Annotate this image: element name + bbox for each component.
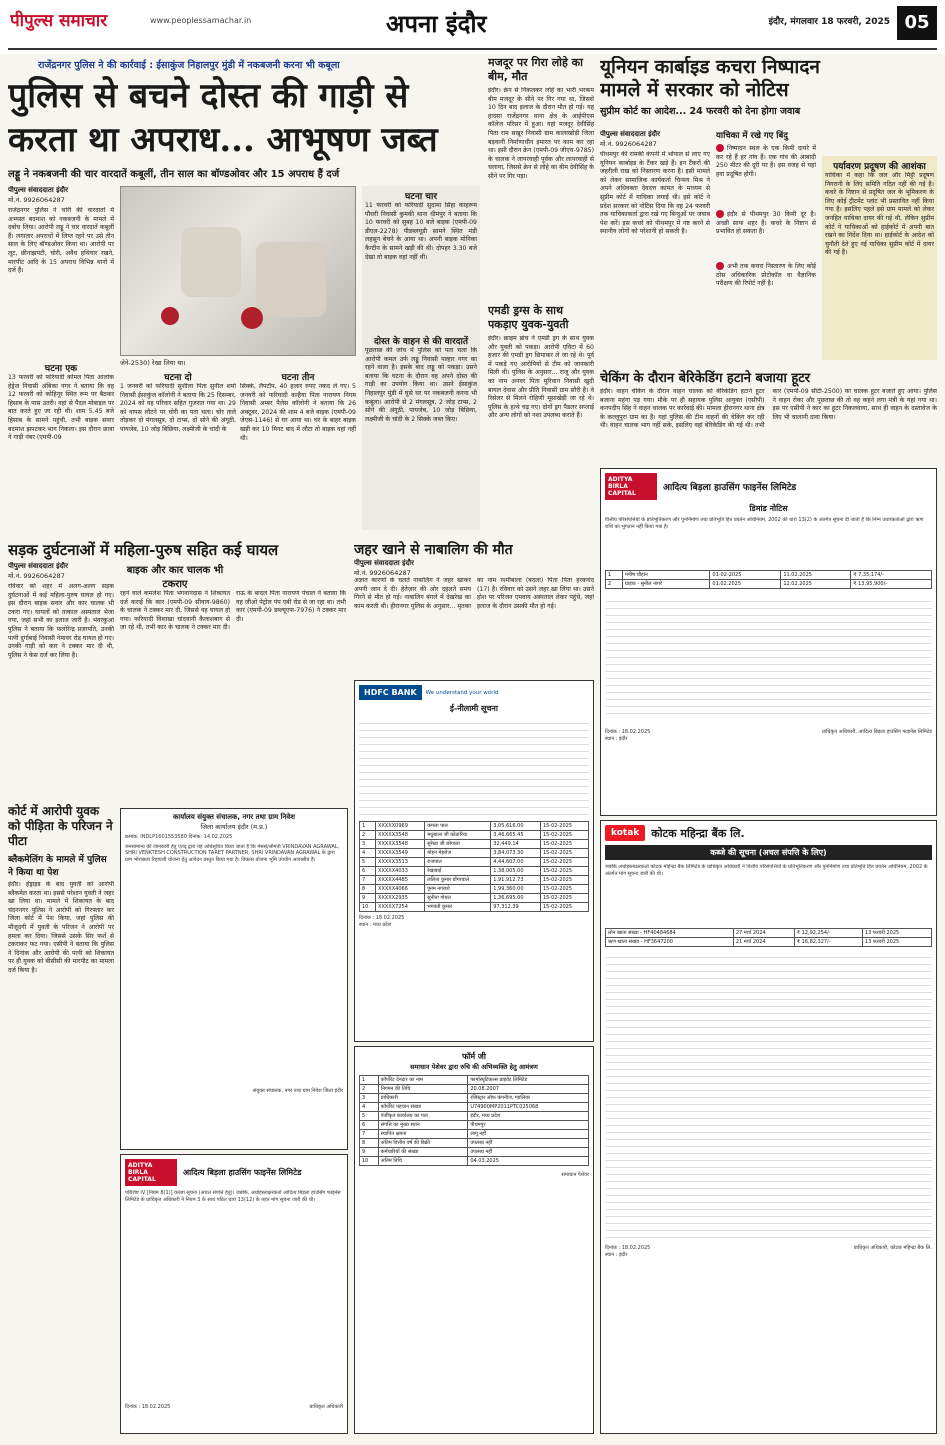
formg-table-cell: 2 [360, 1085, 379, 1094]
hdfc-table-cell: भगवती कुमार [425, 903, 491, 912]
hdfc-table-cell: रेखाबाई [425, 867, 491, 876]
kotak-body: जबकि अधोहस्ताक्षरकर्ता कोटक महिन्द्रा बैंक लिमिटेड के प्राधिकृत अधिकारी ने वित्तीय परिसंपत्तियों के प्रतिभूतिकरण और पुनर्निर्माण तथा प्रतिभूति हित प्रवर्तन अधिनियम, 2002 के अंतर्गत मांग सूचना जारी की थी। [605, 864, 928, 877]
hdfc-table-cell: 15-02-2025 [540, 849, 588, 858]
hdfc-table-cell: सुरेखा जी छोगाला [425, 840, 491, 849]
hdfc-table-cell: 15-02-2025 [540, 840, 588, 849]
formg-table-cell: निगमन की तिथि [378, 1085, 468, 1094]
formg-table-cell: कॉर्पोरेट पहचान संख्या [378, 1103, 468, 1112]
carbide-subhead: सुप्रीम कोर्ट का आदेश... 24 फरवरी को देना होगा जवाब [600, 106, 801, 117]
carbide-body: पीथमपुर की रामकी कंपनी में भोपाल से लाए गए यूनियन कार्बाइड के टैंकर खड़े हैं। इन टैंकरों की जहरीली राख को निस्तारण करना है। इसी मामले को लेकर सामाजिक कार्यकर्ता चिन्मय मिश्र ने अपने अधिवक्ता देवदत्त कामत के माध्यम से सुप्रीम कोर्ट में याचिका लगाई थी। इसे कोर्ट ने प्रदेश सरकार को नोटिस दिया कि वह 24 फरवरी तक याचिकाकर्ता द्वारा रखे गए बिन्दुओं पर जवाब पेश करें। इस कचरे को पीथमपुर में नष्ट करने से स्थानीय लोगों को परेशानी हो सकती है। [600, 151, 710, 236]
poison-body: अज्ञात कारणों के चलते नाबालिग ने जहर खाकर अपनी जान दे दी। हेतेज़ार की ओर दहलते समय गिरने से मौत हो गई। नाबालिग बंगले में देखरेख का काम करती थी। हीरानगर पुलिस के अनुसार... मृतका का नाम रश्मीबाला (बदला) पिता पिता हरकचंद (17) है। रविवार को उसने जहर खा लिया था। उसने होश पर परिजन एमवाय अस्पताल लेकर पहुंचे, जहां इलाज के दौरान उसकी मौत हो गई। [354, 577, 594, 610]
poison-mobile: मो.नं. 9926064287 [354, 569, 411, 577]
formg-table-row [360, 1076, 589, 1085]
formg-table-cell: 7 [360, 1130, 379, 1139]
hdfc-table-cell: 1,36,695.00 [491, 894, 541, 903]
hdfc-table-cell: XXXXX3548 [376, 840, 425, 849]
box2-body: 1 जनवरी को फरियादी सुशीला पिता सुनील शर्मा निवासी ईसाकुंज कॉलोनी ने बताया कि 25 दिसम्बर, 2024 को वह परिवार सहित गुजरात गया था। 29 को वापस लौटने पर चोरी का पता चला। चोर ताले तोड़कर दो मंगलसूत्र, दो टाप्स, दो सोने की अंगूठी, पायजेब, 10 जोड़ बिछिया, लक्ष्मीजी के चांदी के [120, 383, 236, 433]
story-accident [8, 540, 348, 800]
story-main-col1 [8, 186, 114, 526]
box4-5 [362, 186, 480, 530]
formg-table-cell: 10 [360, 1157, 379, 1166]
hdfc-table-cell: सुनीता गोयल [425, 894, 491, 903]
hdfc-table-cell: 5 [360, 858, 376, 867]
story-main-headline-1: पुलिस से बचने दोस्त की गाड़ी से [8, 76, 409, 116]
hdfc-table-cell: 1,91,912.73 [491, 876, 541, 885]
story-court [8, 804, 114, 1434]
aditya-logo: ADITYA BIRLA CAPITAL [605, 473, 657, 500]
hdfc-logo: HDFC BANK [359, 685, 422, 700]
aditya-top-body: वित्तीय परिसंपत्तियों के प्रतिभूतिकरण और पुनर्निर्माण तथा प्रतिभूति हित प्रवर्तन अधिनियम, 2002 की धारा 13(2) के अंतर्गत सूचना दी जाती है कि निम्न उधारकर्ताओं द्वारा ऋण राशि का भुगतान नहीं किया गया है। [605, 517, 924, 530]
hdfc-table-cell: ललिता कुमार डोंगरवाले [425, 876, 491, 885]
court-headline: कोर्ट में आरोपी युवक को पीड़िता के परिजन ने पीटा [8, 804, 113, 848]
hdfc-table-cell: 3,84,073.30 [491, 849, 541, 858]
carbide-mobile: मो.नं. 9926064287 [600, 140, 657, 148]
kotak-place: स्थान : इंदौर [605, 1251, 628, 1258]
checking-headline: चेकिंग के दौरान बेरिकेडिंग हटाने बजाया हूटर [600, 371, 811, 386]
story-checking [600, 368, 937, 464]
kotak-table-cell: 13 फरवरी 2025 [862, 938, 931, 947]
aditya-top-place: स्थान : इंदौर [605, 735, 628, 742]
story-main-body: राजेंद्रनगर पुलिस ने चोरी की वारदातों में अभ्यस्त बदमाश को नकबजनी के मामले में दबोच लिया। आरोपी लड्डू ने चार वारदातें कबूलीं हैं। लगातार अपराधों में लिप्त रहने पर उसे तीन साल के लिए बॉण्डओवर किया था। आरोपी पर लूट, छीनाझपटी, चोरी, अवैध हथियार रखने, मारपीट आदि के 15 अपराध विभिन्न थानों में दर्ज हैं। [8, 207, 114, 275]
box5-title: दोस्त के वाहन से की वारदातें [373, 337, 468, 347]
hdfc-table-cell: मधुबाला जी कोठारिया [425, 831, 491, 840]
hdfc-table-cell: राजपाल [425, 858, 491, 867]
hdfc-table-cell: 9 [360, 894, 376, 903]
hdfc-table-cell: 15-02-2025 [540, 894, 588, 903]
aditya-bottom-title: आदित्य बिड़ला हाउसिंग फाइनेंस लिमिटेड [183, 1168, 302, 1177]
ad-hdfc [354, 680, 594, 1042]
hdfc-table-cell: 6 [360, 867, 376, 876]
box3 [240, 370, 356, 530]
aditya-top-title: आदित्य बिड़ला हाउसिंग फाइनेंस लिमिटेड [663, 483, 797, 493]
formg-table-row [360, 1094, 589, 1103]
formg-table-cell: पीथमपुर [468, 1121, 589, 1130]
hdfc-table-cell: XXXXX4066 [376, 885, 425, 894]
byline-mobile: मो.नं. 9926064287 [8, 196, 65, 204]
hdfc-table-cell: 4 [360, 849, 376, 858]
aditya-top-date: दिनांक : 18.02.2025 [605, 729, 651, 735]
box4-title: घटना चार [404, 192, 438, 202]
formg-table-cell: पंजीकृत कार्यालय का पता [378, 1112, 468, 1121]
municipal-body: जनसामान्य की जानकारी हेतु एतद् द्वारा यह अधिसूचित किया जाता है कि मेसर्स/श्रीमती VRINDAVAN AGRAWAL, SHRI VENKTESH CONSTRUCTION TARET PARTNER, SHRI VRINDAVAN AGRAWAL के द्वारा ग्राम भोरासला रिहायशी योजना हेतु आवेदन प्रस्तुत किया गया है। विकास योजना भूमि उपयोग आवासीय है। [125, 843, 340, 863]
formg-table-cell: 20.08.2007 [468, 1085, 589, 1094]
formg-table-cell: लागू नहीं [468, 1130, 589, 1139]
hdfc-title: ई-नीलामी सूचना [450, 704, 498, 713]
formg-table-cell: 8 [360, 1139, 379, 1148]
municipal-title: कार्यालय संयुक्त संचालक, नगर तथा ग्राम निवेश [172, 813, 296, 821]
ad-aditya-top [600, 468, 937, 816]
hdfc-table-cell: 10 [360, 903, 376, 912]
box3-title: घटना तीन [281, 373, 315, 383]
accident-body: रविवार को शहर में अलग-अलग सड़क दुर्घटनाओं में कई महिला-पुरुष घायल हो गए। इस दौरान बाइक सवार और कार चालक भी टकरा गए। घायलों को तत्काल अस्पताल भेजा गया, जहां सभी का इलाज जारी है। भंवरकुआं पुलिस ने बताया कि फलोरेन्द्र प्रजापति, उनकी पत्नी दुर्गाबाई निवासी नेमावर रोड घायल हो गए। उनकी गाड़ी को कार ने टक्कर मार दी थी, पुलिस ने केस दर्ज कर लिया है। [8, 583, 114, 659]
hdfc-date: दिनांक : 18.02.2025 [359, 915, 405, 921]
kotak-sub: कब्जे की सूचना (अचल संपत्ति के लिए) [605, 845, 932, 860]
story-md [488, 304, 594, 536]
formg-table-cell: U74900MP2011PTC025068 [468, 1103, 589, 1112]
formg-table-cell: फार्मास्यूटिकल्स प्राइवेट लिमिटेड [468, 1076, 589, 1085]
box5-body: पूछताछ की जांच में पुलिस को पता चला कि आरोपी कमल उर्फ लड्डू निवासी पल्हार नगर का रहने वाला है। इसके बाद लड्डू को पकड़ा। उसने बताया कि घटना के दौरान वह अपने दोस्त की गाड़ी का उपयोग किया था। उसने ईसाकुंज निहालपुर मुंडी में घुसे घर पर नकबजनी करना भी कबूला। आरोपी से 2 मंगलसूत्र, 2 जोड़ टाप्स, 2 सोने की अंगूठी, पायजेब, 10 जोड़ बिछिया, लक्ष्मीजी के चांदी के 2 सिक्के जब्त किए। [365, 347, 477, 423]
accident-city: इंदौर [56, 562, 68, 570]
formg-table-cell: उपलब्ध नहीं [468, 1139, 589, 1148]
hdfc-table-cell: 1 [360, 822, 376, 831]
carbide-headline-2: मामले में सरकार को नोटिस [600, 79, 789, 101]
story-carbide [600, 56, 937, 366]
carbide-sidebar-title: पर्यावरण प्रदूषण की आशंका [833, 162, 926, 172]
kotak-table-cell: 21 मार्च 2024 [733, 938, 794, 947]
hdfc-table [359, 821, 589, 912]
dateline: इंदौर, मंगलवार 18 फरवरी, 2025 [768, 17, 890, 27]
checking-body: इंदौर। वाहन चेकिंग के दौरान वाहन चालक को बेरिकेडिंग हटाने हूटर बजाना महंगा पड़ गया। मौके पर ही सहायक पुलिस आयुक्त (एसीपी) कनपदीप सिंह ने वाहन चालक पर कार्रवाई की। मामला हीरानगर थाना क्षेत्र के कल्लूपुरा ग्राम का है। यहां पुलिस की टीम वाहनों की चेकिंग कर रही थी। वाहन चालक भाग नहीं सके, इसलिए वहां बेरिकेडिंग की गई थी। तभी कार (एमपी-09 सीटी-2500) का चालक हूटर बजाते हुए आया। पुलिस ने वाहन रोका और पूछताछ की तो वह कहने लगा मंत्री के यहां गया था। इस पर एसीपी ने कार का हूटर निकलवाया, साथ ही वाहन के दस्तावेज के लिए भी चालानी दावा किया। [600, 388, 937, 430]
hdfc-table-cell: 3 [360, 840, 376, 849]
formg-title: फॉर्म जी [462, 1052, 486, 1061]
bullet-icon [716, 262, 724, 270]
formg-table-cell: कर्मचारियों की संख्या [378, 1148, 468, 1157]
page-number: 05 [897, 6, 937, 40]
formg-table-cell: 1 [360, 1076, 379, 1085]
aditya-bottom-logo: ADITYA BIRLA CAPITAL [125, 1159, 177, 1186]
photo-caption: जेने-2530) रेखा लिया था। [120, 359, 186, 367]
hdfc-table-cell: 32,449.14 [491, 840, 541, 849]
formg-table-row [360, 1130, 589, 1139]
kotak-table-cell: ₹ 12,92,254/- [794, 929, 862, 938]
court-subhead: ब्लैकमेलिंग के मामले में पुलिस ने किया था पेश [8, 855, 107, 878]
story-crane-body: इंदौर। क्रेन से निकलकर लोहे का भारी भरकम बीम मजदूर के सीने पर गिर गया था, जिससे 10 दिन बाद इलाज के दौरान मौत हो गई। यह हादसा राजेंद्रनगर थाना क्षेत्र के आईपीएस कॉलेज परिसर में हुआ। यहां मजदूर देवीसिंह पिता राम सखूर निवासी ग्राम कालाखोड़ी जिला बड़वानी निर्माणाधीन इमारत पर काम कर रहा था। इसी दौरान क्रेन (एमपी-09 जीएच-9785) के चालक ने लापरवाही पूर्वक और लापरवाही से चलाया, जिससे क्रेन से लोहे का बीम देवीसिंह के सीने पर गिर पड़ा। [488, 87, 594, 180]
hdfc-table-cell: पूनम नगराशे [425, 885, 491, 894]
accident-mobile: मो.नं. 9926064287 [8, 572, 65, 580]
accident-headline: सड़क दुर्घटनाओं में महिला-पुरुष सहित कई घायल [8, 541, 279, 559]
aditya-top-table: 1 मनीष चौहान 01-02-2025 11.02.2025 ₹ 7,35,174/- 2 ग्राहक - सुनील नागरे 01.02.2025 12.02.2025 ₹ 13,95,900/- [605, 570, 932, 589]
poison-city: इंदौर [402, 559, 414, 567]
hdfc-table-row [360, 867, 589, 876]
hdfc-table-row [360, 858, 589, 867]
carbide-sidebar [822, 156, 937, 360]
poison-byline: पीपुल्स संवाददाता [354, 559, 400, 567]
kotak-logo: kotak [605, 825, 645, 841]
story-md-headline: एमडी ड्रग्स के साथ पकड़ाए युवक-युवती [488, 304, 569, 331]
hdfc-table-cell: XXXXX4033 [376, 867, 425, 876]
hdfc-table-cell: 7 [360, 876, 376, 885]
aditya-top-body-cont [605, 595, 932, 725]
bullet-icon [716, 144, 724, 152]
kotak-sign: प्राधिकृत अधिकारी, कोटक महिन्द्रा बैंक लि. [853, 1245, 932, 1251]
story-poison [354, 540, 594, 676]
formg-table-cell: अंतिम तिथि [378, 1157, 468, 1166]
formg-table-row [360, 1103, 589, 1112]
hdfc-table-cell: XXXXX3513 [376, 858, 425, 867]
accident-byline: पीपुल्स संवाददाता [8, 562, 54, 570]
hdfc-table-cell: 15-02-2025 [540, 903, 588, 912]
formg-table-cell: उपलब्ध नहीं [468, 1148, 589, 1157]
hdfc-table-cell: XXXXX3548 [376, 831, 425, 840]
kotak-table-cell: 27 मार्च 2024 [733, 929, 794, 938]
formg-table-cell: 9 [360, 1148, 379, 1157]
hdfc-table-cell: XXXXX3549 [376, 849, 425, 858]
masthead-rule [8, 48, 937, 50]
carbide-headline-1: यूनियन कार्बाइड कचरा निष्पादन [600, 56, 820, 78]
aditya-bottom-body: परिशिष्ट IV [नियम 8(1)] कब्जा सूचना (अचल संपत्ति हेतु)। जबकि, अधोहस्ताक्षरकर्ता आदित्य बिड़ला हाउसिंग फाइनेंस लिमिटेड के प्राधिकृत अधिकारी ने नियम 3 के साथ पठित धारा 13(12) के तहत मांग सूचना जारी की थी। [125, 1190, 341, 1203]
formg-sign: समाधान पेशेवर [561, 1172, 589, 1178]
formg-table-row [360, 1085, 589, 1094]
hdfc-table-cell: 97,312.39 [491, 903, 541, 912]
formg-table-cell: कॉर्पोरेट देनदार का नाम [378, 1076, 468, 1085]
box1-body: 13 फरवरी को फरियादी कोमल पिता आलोक हेड्रेज निवासी अंबिका नगर ने बताया कि वह 12 फरवरी को कोहिनूर स्थित रूम पर बैठकर हिसाब के पास उतरी। वहां से पैदल मोबाइल पर बात करते हुए जा रही थी। शाम 5.45 बजे हिसाब के सामने पहुंची, तभी बाइक सवार बदमाश झपटकर भाग निकला। इस दौरान छात्रा ने गाड़ी नंबर (एमपी-09 [8, 374, 114, 442]
kotak-table [605, 928, 932, 947]
hdfc-table-cell: 3,05,616.00 [491, 822, 541, 831]
hdfc-table-cell: 15-02-2025 [540, 867, 588, 876]
hdfc-table-cell: XXXXX7254 [376, 903, 425, 912]
story-main-headline-2: करता था अपराध... आभूषण जब्त [8, 120, 438, 160]
formg-table-cell: 04.03.2025 [468, 1157, 589, 1166]
hdfc-table-row [360, 822, 589, 831]
story-main [8, 56, 482, 536]
formg-table-cell: 6 [360, 1121, 379, 1130]
aditya-bottom-sign: प्राधिकृत अधिकारी [309, 1404, 343, 1410]
carbide-points [716, 130, 816, 360]
aditya-top-subtitle: डिमांड नोटिस [749, 504, 788, 513]
box1-title: घटना एक [44, 364, 78, 374]
formg-table [359, 1075, 589, 1166]
formg-table-cell: इंदौर, मध्य प्रदेश [468, 1112, 589, 1121]
hdfc-table-cell: 1,99,360.00 [491, 885, 541, 894]
photo-seized-jewellery [120, 186, 356, 356]
formg-table-cell: प्राधिकारी [378, 1094, 468, 1103]
ad-form-g [354, 1046, 594, 1434]
ad-aditya-bottom [120, 1154, 348, 1434]
hdfc-table-row [360, 894, 589, 903]
story-main-kicker: राजेंद्रनगर पुलिस ने की कार्रवाई : ईसाकुंज निहालपुर मुंडी में नकबजनी करना भी कबूला [38, 60, 340, 71]
formg-table-cell: 4 [360, 1103, 379, 1112]
formg-subtitle: समाधान पेशेवर द्वारा रुचि की अभिव्यक्ति हेतु आमंत्रण [410, 1063, 538, 1071]
court-body: इंदौर। हेड्राइड के बाद युवती को आरोपी ब्लैकमेल करता था। इससे परेशान युवती ने जहर खा लिया था। मामले में शिकायत के बाद चंदननगर पुलिस ने आरोपी को गिरफ्तार कर जिला कोर्ट में पेश किया, जहां पुलिस की मौजूदगी में युवती के परिजन ने आरोपी पर हमला कर दिया। जिससे उसके सिर फर्श से टकराकर फट गया। एसीपी ने बताया कि पुलिस ने दिनांक और आरोपी की पत्नी को शिकायत पर ही युवक को बीसीसी की मारपीट का मामला दर्ज किया है। [8, 881, 114, 974]
formg-table-row [360, 1148, 589, 1157]
bullet-icon [716, 210, 724, 218]
kotak-title: कोटक महिन्द्रा बैंक लि. [651, 826, 745, 840]
hdfc-table-cell: 15-02-2025 [540, 885, 588, 894]
hdfc-table-cell: XXXXX2935 [376, 894, 425, 903]
hdfc-table-cell: 2 [360, 831, 376, 840]
website: www.peoplessamachar.in [150, 16, 252, 25]
story-crane [488, 56, 594, 300]
ad-kotak [600, 820, 937, 1434]
byline: पीपुल्स संवाददाता [8, 186, 54, 194]
formg-table-row [360, 1112, 589, 1121]
ad-municipal [120, 808, 348, 1150]
hdfc-table-row [360, 849, 589, 858]
story-crane-headline: मजदूर पर गिरा लोहे का बीम, मौत [488, 56, 583, 83]
aditya-top-sign: प्राधिकृत अधिकारी, आदित्य बिड़ला हाउसिंग फाइनेंस लिमिटेड [821, 729, 932, 735]
hdfc-table-cell: 15-02-2025 [540, 858, 588, 867]
section-title: अपना इंदौर [386, 10, 487, 38]
carbide-point-3: अभी तक कचरा निस्तारण के लिए कोई ठोस अधिकारिक प्रोटोकॉल वा वैज्ञानिक परीक्षण की रिपोर्ट नहीं है। [716, 263, 816, 288]
kotak-table-cell: ऋण खाता संख्या - HF3647200 [606, 938, 734, 947]
aditya-bottom-date: दिनांक : 18.02.2025 [125, 1404, 171, 1410]
hdfc-table-cell: 8 [360, 885, 376, 894]
hdfc-table-cell: 15-02-2025 [540, 831, 588, 840]
box2-title: घटना दो [164, 373, 192, 383]
hdfc-table-cell: 15-02-2025 [540, 876, 588, 885]
hdfc-place: स्थान : मध्य प्रदेश [359, 921, 392, 928]
masthead [0, 0, 945, 54]
municipal-sign: संयुक्त संचालक, नगर तथा ग्राम निवेश जिला इंदौर [252, 1087, 343, 1094]
hdfc-table-row [360, 831, 589, 840]
kotak-table-cell: ₹ 16,82,327/- [794, 938, 862, 947]
carbide-sidebar-body: याचिका में कहा कि जल और मिट्टी प्रदूषण निगरानी के लिए समिति गठित नहीं की गई है। कचरे के निष्टान से प्रदूषित जल के भूमिकरण के लिए कोई ट्रीटमेंट प्लांट भी प्रस्तावित नहीं किया गया है। इसलिए पहले इसे ग्राम मामले को लेकर जनहित याचिका दायर की गई थी, लेकिन सुप्रीम कोर्ट ने याचिकाओं को हाईकोर्ट में अपनी बात रखने का निर्देश दिया था। हाईकोर्ट के आदेश को चुनौती देते हुए नई याचिका सुप्रीम कोर्ट में दायर की गई है। [825, 172, 934, 257]
carbide-points-title: याचिका में रखे गए बिंदु [716, 131, 788, 141]
box3-body: सिक्के, लैपटॉप, 40 हजार रुपए नकद ले गए। 5 जनवरी को फरियादी कन्हैया पिता नारायण निगम निवासी अम्बर पैलेस कॉलोनी ने बताया कि 26 अक्टूबर, 2024 की शाम 4 बजे बाइक (एमपी-09 जेएस-1146) से घर आया था। घर के बाहर बाइक खड़ी कर 10 मिनट बाद में लौटा तो बाइक वहां नहीं थी। [240, 383, 356, 442]
carbide-point-2: इंदौर से पीथमपुर 30 किमी दूर है। अच्छी साफ शहर हैं। कचरे के निष्टान से प्रभावित हो सकता है। [716, 211, 816, 236]
poison-headline: जहर खाने से नाबालिग की मौत [354, 542, 513, 558]
hdfc-table-cell: मोहन मेहरोज [425, 849, 491, 858]
kotak-table-row [606, 938, 932, 947]
formg-table-cell: रजिस्ट्रार ऑफ कंपनीज, ग्वालियर [468, 1094, 589, 1103]
formg-table-cell: अंतिम वित्तीय वर्ष की बिक्री [378, 1139, 468, 1148]
hdfc-table-cell: XXXXX4485 [376, 876, 425, 885]
hdfc-table-row [360, 903, 589, 912]
carbide-point-1: निष्पादन स्थल के एक किमी दायरे में कर रहे हैं हर गांव हैं। एक गांव की आबादी 250 मीटर की दूरी पर है। इस वजह से यहां हवा प्रदूषित होगी। [716, 145, 816, 178]
hdfc-tagline: We understand your world [425, 689, 499, 696]
byline-city: इंदौर [56, 186, 68, 194]
hdfc-table-cell: 4,44,607.00 [491, 858, 541, 867]
hdfc-table-cell: कमला पाल [425, 822, 491, 831]
hdfc-table-row [360, 885, 589, 894]
municipal-subtitle: जिला कार्यालय इंदौर (म.प्र.) [200, 823, 268, 831]
kotak-date: दिनांक : 18.02.2025 [605, 1245, 651, 1251]
formg-table-row [360, 1121, 589, 1130]
kotak-table-cell: 13 फरवरी 2025 [862, 929, 931, 938]
carbide-byline: पीपुल्स संवाददाता [600, 130, 646, 138]
formg-table-cell: 5 [360, 1112, 379, 1121]
box4-body: 11 फरवरी को फरियादी सुदामा सिंहा काहरूम पौधरी निवासी कुमकी थाना धीमपुर ने बताया कि 10 फरवरी को सुबह 10 बजे बाइक (एमपी-09 डीएल-2278) पीडब्लयूडी सामने स्थित मंडी लहसुन बेचने के आया था। अपनी बाइक मोनिका कैन्टीन के सामने खड़ी की थी। दोपहर 3.30 बजे देखा तो बाइक वहां नहीं थी। [365, 202, 477, 261]
story-md-body: इंदौर। क्राइम ब्रांच ने एमडी ड्रग के साथ युवक और युवती को पकड़ा। आरोपी एविटा में 60 हजार की एमडी ड्रग छिपाकर ले जा रहे थे। पूर्व में पकड़े गए आरोपियों से टीम को जानकारी मिली थी। पुलिस के अनुसार... राजू और युवक का नाम अनवर पिता मुरिवान निवासी खुदी बायल देवास और प्रीति निवासी ग्राम सौरी है। वे रिसेलर से मिलने रोहिणी मूसाखेड़ी जा रहे थे। पुलिस के हत्थे चढ़ गए। दोनों ड्रग पैडलर सप्लाई और अन्य लोगों को नशा उपलब्ध कराते हैं। [488, 335, 594, 420]
formg-table-row [360, 1157, 589, 1166]
kotak-notice-text [605, 951, 932, 1241]
formg-table-cell: 3 [360, 1094, 379, 1103]
carbide-city: इंदौर [648, 130, 660, 138]
box2 [120, 370, 236, 530]
accident-subhead: बाइक और कार चालक भी टकराए [126, 565, 224, 590]
hdfc-table-row [360, 840, 589, 849]
formg-table-row [360, 1139, 589, 1148]
hdfc-table-cell: XXXXX0969 [376, 822, 425, 831]
formg-table-cell: संपत्ति का मुख्य स्थान [378, 1121, 468, 1130]
hdfc-table-cell: 1,38,005.00 [491, 867, 541, 876]
hdfc-notice-text [359, 717, 589, 817]
hdfc-table-row [360, 876, 589, 885]
kotak-table-cell: लोन खाता संख्या - HF40484684 [606, 929, 734, 938]
municipal-ref: क्रमांक: INDLP1601553580 दिनांक: 14.02.2025 [125, 834, 233, 840]
brand-logo: पीपुल्स समाचार [10, 11, 108, 31]
hdfc-table-cell: 15-02-2025 [540, 822, 588, 831]
hdfc-table-cell: 3,46,665.45 [491, 831, 541, 840]
formg-table-cell: स्थापित क्षमता [378, 1130, 468, 1139]
kotak-table-row [606, 929, 932, 938]
accident-sub-body: रहने वाले कमलेश पिता भगवानदास ने शिकायत दर्ज कराई कि कार (एमपी-09 सीवाय-9860) के चालक ने टक्कर मार दी, जिससे वह घायल हो गया। फरियादी विशाखा चांदवानी कैलाशबाग से जा रहे थी, तभी कार के चालक ने टक्कर मार दी। राऊ के बादल पिता नारायण पंचाल ने बताया कि वह जीओ पेट्रोल पंप एबी रोड से जा रहा था। तभी कार (एमपी-09 डब्ल्यूएफ-7976) ने टक्कर मार दी। [120, 590, 346, 632]
story-main-subhead: लड्डू ने नकबजनी की चार वारदातें कबूलीं, तीन साल का बॉण्डओवर और 15 अपराध हैं दर्ज [8, 169, 340, 180]
